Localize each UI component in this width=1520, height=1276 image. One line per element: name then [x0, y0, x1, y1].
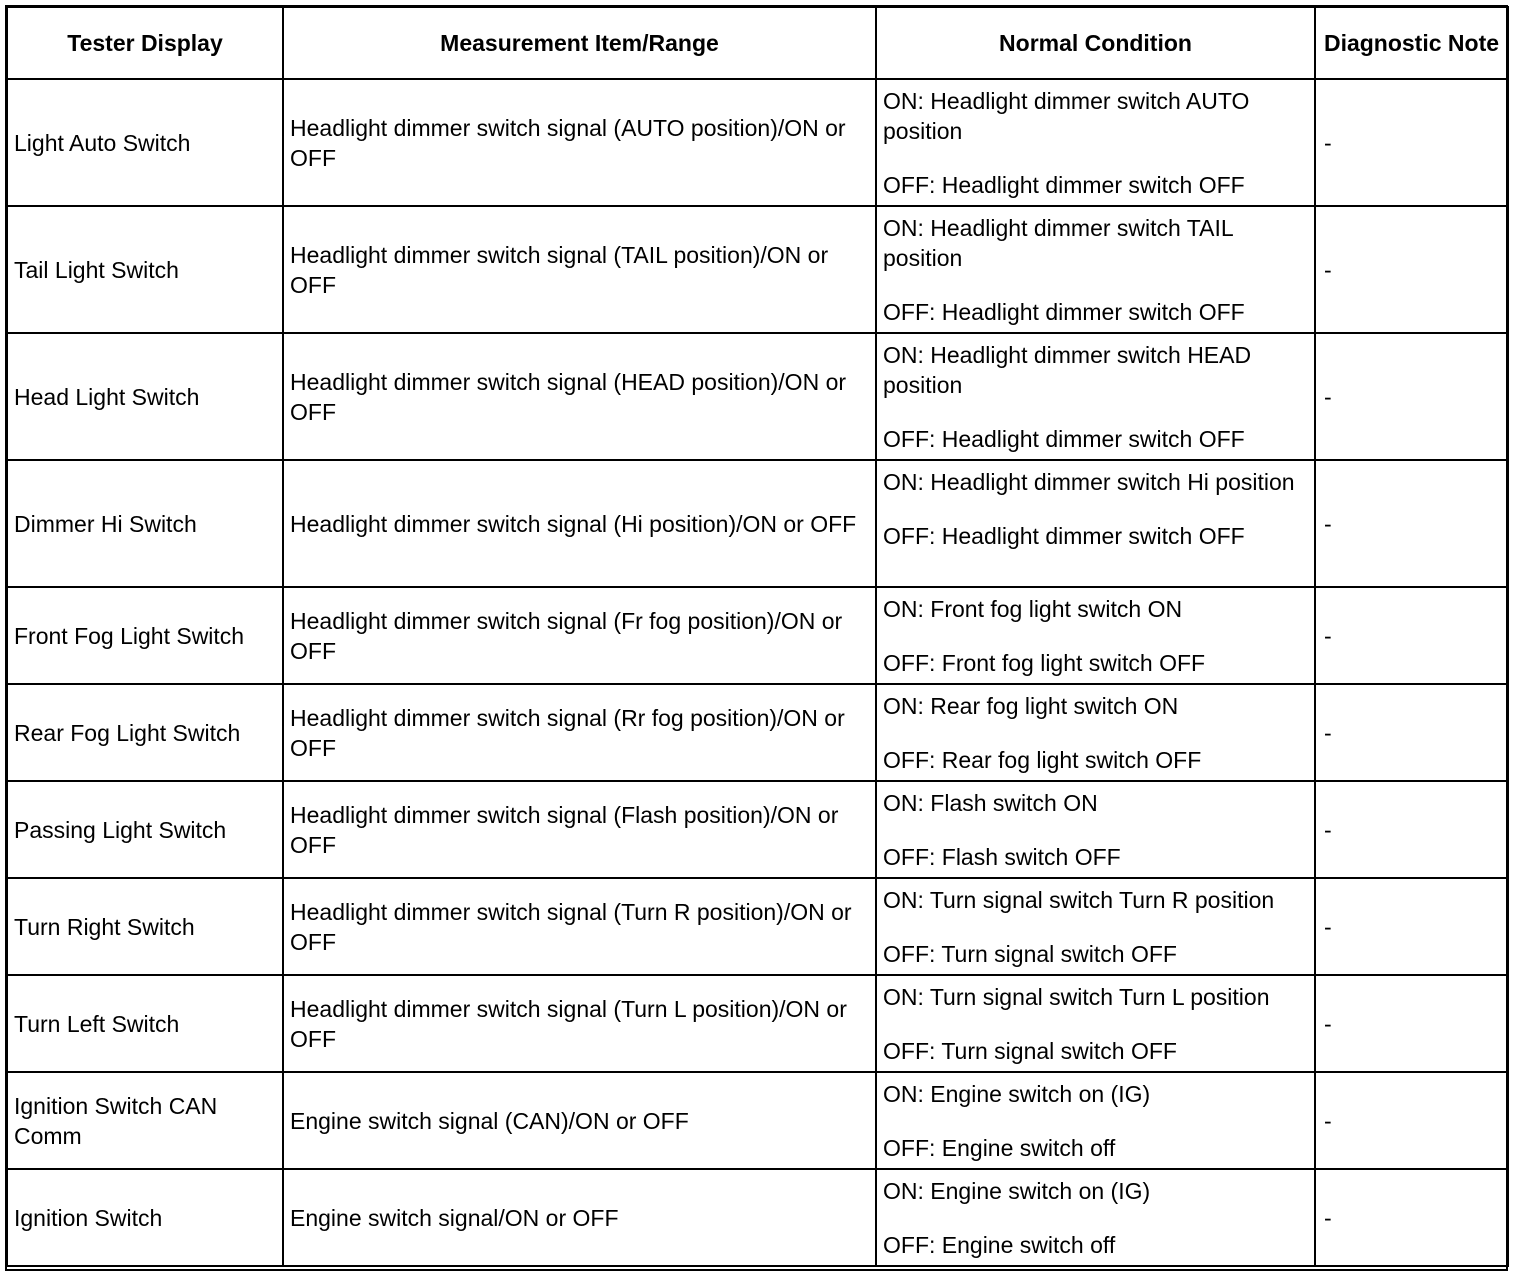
- table-row: [7, 975, 1508, 1072]
- condition-off-text: OFF: Rear fog light switch OFF: [883, 747, 1202, 773]
- diagnostic-data-table: [6, 6, 1509, 1267]
- tester-display-cell: Tail Light Switch: [7, 206, 283, 333]
- table-header-row: [7, 7, 1508, 79]
- diagnostic-note-cell: -: [1315, 1169, 1508, 1266]
- measurement-item-cell: Headlight dimmer switch signal (Turn L position)/ON or OFF: [283, 975, 876, 1072]
- condition-off-text: OFF: Engine switch off: [883, 1135, 1116, 1161]
- table-row: [7, 333, 1508, 460]
- tester-display-cell: Ignition Switch: [7, 1169, 283, 1266]
- condition-on-text: ON: Headlight dimmer switch AUTO position: [883, 88, 1250, 144]
- condition-on-text: ON: Rear fog light switch ON: [883, 693, 1179, 719]
- condition-off-text: OFF: Engine switch off: [883, 1232, 1116, 1258]
- normal-condition-cell: [876, 975, 1315, 1072]
- measurement-item-cell: Headlight dimmer switch signal (Flash position)/ON or OFF: [283, 781, 876, 878]
- table-row: [7, 460, 1508, 587]
- tester-display-cell: Ignition Switch CAN Comm: [7, 1072, 283, 1169]
- table-row: [7, 1072, 1508, 1169]
- condition-off-text: OFF: Front fog light switch OFF: [883, 650, 1206, 676]
- condition-off-text: OFF: Headlight dimmer switch OFF: [883, 523, 1245, 549]
- diagnostic-note-cell: -: [1315, 781, 1508, 878]
- condition-on-text: ON: Headlight dimmer switch HEAD position: [883, 342, 1252, 398]
- normal-condition-cell: [876, 587, 1315, 684]
- tester-display-cell: Turn Right Switch: [7, 878, 283, 975]
- diagnostic-note-cell: -: [1315, 460, 1508, 587]
- table-row: [7, 587, 1508, 684]
- condition-off-text: OFF: Turn signal switch OFF: [883, 1038, 1177, 1064]
- tester-display-cell: Front Fog Light Switch: [7, 587, 283, 684]
- normal-condition-cell: [876, 79, 1315, 206]
- table-row: [7, 684, 1508, 781]
- measurement-item-cell: Headlight dimmer switch signal (Fr fog position)/ON or OFF: [283, 587, 876, 684]
- measurement-item-cell: Engine switch signal/ON or OFF: [283, 1169, 876, 1266]
- table-row: [7, 781, 1508, 878]
- header-diagnostic-note: Diagnostic Note: [1315, 7, 1508, 79]
- diagnostic-note-cell: -: [1315, 684, 1508, 781]
- tester-display-cell: Rear Fog Light Switch: [7, 684, 283, 781]
- tester-display-cell: Light Auto Switch: [7, 79, 283, 206]
- condition-off-text: OFF: Flash switch OFF: [883, 844, 1121, 870]
- measurement-item-cell: Headlight dimmer switch signal (Turn R position)/ON or OFF: [283, 878, 876, 975]
- normal-condition-cell: [876, 460, 1315, 587]
- table-row: [7, 878, 1508, 975]
- condition-on-text: ON: Flash switch ON: [883, 790, 1098, 816]
- normal-condition-cell: [876, 781, 1315, 878]
- measurement-item-cell: Headlight dimmer switch signal (AUTO position)/ON or OFF: [283, 79, 876, 206]
- tester-display-cell: Head Light Switch: [7, 333, 283, 460]
- condition-off-text: OFF: Turn signal switch OFF: [883, 941, 1177, 967]
- header-normal-condition: Normal Condition: [876, 7, 1315, 79]
- diagnostic-note-cell: -: [1315, 79, 1508, 206]
- diagnostic-note-cell: -: [1315, 206, 1508, 333]
- measurement-item-cell: Headlight dimmer switch signal (Hi position)/ON or OFF: [283, 460, 876, 587]
- table-row: [7, 1169, 1508, 1266]
- condition-on-text: ON: Engine switch on (IG): [883, 1081, 1151, 1107]
- header-measurement-item: Measurement Item/Range: [283, 7, 876, 79]
- measurement-item-cell: Engine switch signal (CAN)/ON or OFF: [283, 1072, 876, 1169]
- condition-off-text: OFF: Headlight dimmer switch OFF: [883, 426, 1245, 452]
- tester-display-cell: Passing Light Switch: [7, 781, 283, 878]
- diagnostic-note-cell: -: [1315, 878, 1508, 975]
- header-tester-display: Tester Display: [7, 7, 283, 79]
- condition-on-text: ON: Headlight dimmer switch Hi position: [883, 469, 1295, 495]
- diagnostic-note-cell: -: [1315, 1072, 1508, 1169]
- diagnostic-note-cell: -: [1315, 587, 1508, 684]
- condition-on-text: ON: Turn signal switch Turn L position: [883, 984, 1270, 1010]
- diagnostic-note-cell: -: [1315, 333, 1508, 460]
- normal-condition-cell: [876, 333, 1315, 460]
- condition-on-text: ON: Engine switch on (IG): [883, 1178, 1151, 1204]
- normal-condition-cell: [876, 684, 1315, 781]
- condition-on-text: ON: Headlight dimmer switch TAIL position: [883, 215, 1233, 271]
- condition-on-text: ON: Front fog light switch ON: [883, 596, 1183, 622]
- tester-display-cell: Turn Left Switch: [7, 975, 283, 1072]
- condition-off-text: OFF: Headlight dimmer switch OFF: [883, 172, 1245, 198]
- measurement-item-cell: Headlight dimmer switch signal (TAIL position)/ON or OFF: [283, 206, 876, 333]
- condition-off-text: OFF: Headlight dimmer switch OFF: [883, 299, 1245, 325]
- measurement-item-cell: Headlight dimmer switch signal (Rr fog position)/ON or OFF: [283, 684, 876, 781]
- normal-condition-cell: [876, 206, 1315, 333]
- tester-display-cell: Dimmer Hi Switch: [7, 460, 283, 587]
- table-row: [7, 206, 1508, 333]
- diagnostic-note-cell: -: [1315, 975, 1508, 1072]
- condition-on-text: ON: Turn signal switch Turn R position: [883, 887, 1275, 913]
- normal-condition-cell: [876, 1169, 1315, 1266]
- normal-condition-cell: [876, 1072, 1315, 1169]
- measurement-item-cell: Headlight dimmer switch signal (HEAD position)/ON or OFF: [283, 333, 876, 460]
- table-row: [7, 79, 1508, 206]
- normal-condition-cell: [876, 878, 1315, 975]
